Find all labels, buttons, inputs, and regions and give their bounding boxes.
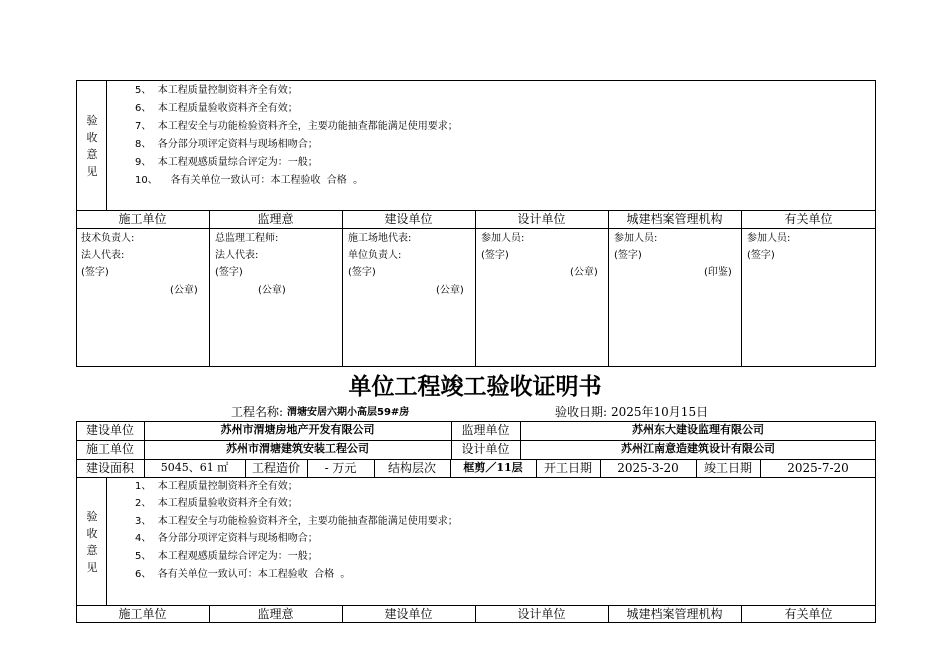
top-item-2: 7、 本工程安全与功能检验资料齐全，主要功能抽查都能满足使用要求； [135, 121, 458, 132]
sign-col3-line0: 参加人员: [481, 233, 525, 244]
project-label: 工程名称: [231, 405, 284, 419]
top-sign-header-line [76, 228, 876, 229]
bottom-side-label-0: 验 [86, 510, 98, 523]
sign-col0-line0: 技术负责人: [81, 233, 135, 244]
bottom-side-label-2: 意 [86, 544, 98, 557]
end-value: 2025-7-20 [787, 461, 849, 475]
struct-value: 框剪／11层 [463, 461, 523, 474]
sign-col4-line1: (签字) [614, 250, 642, 261]
bottom-header-owner: 建设单位 [384, 607, 433, 621]
top-header-related: 有关单位 [784, 212, 833, 226]
top-side-label-0: 验 [86, 114, 98, 127]
bottom-item-5: 6、 各有关单位一致认可：本工程验收 合格 。 [135, 569, 351, 580]
sign-col1-line1: 法人代表: [215, 250, 259, 261]
row1-label2: 监理单位 [461, 423, 510, 437]
bottom-header-related: 有关单位 [784, 607, 833, 621]
top-item-0: 5、 本工程质量控制资料齐全有效； [135, 85, 298, 96]
bottom-item-2: 3、 本工程安全与功能检验资料齐全，主要功能抽查都能满足使用要求； [135, 516, 458, 527]
struct-label: 结构层次 [387, 461, 436, 475]
bottom-side-label-1: 收 [86, 527, 98, 540]
top-item-3: 8、 各分部分项评定资料与现场相吻合； [135, 139, 318, 150]
sign-col2-seal: (公章) [436, 285, 464, 296]
top-side-label-2: 意 [86, 148, 98, 161]
top-item-5: 10、 各有关单位一致认可：本工程验收 合格 。 [135, 175, 364, 186]
bottom-header-construction: 施工单位 [118, 607, 167, 621]
bottom-side-label-3: 见 [86, 561, 98, 574]
top-header-owner: 建设单位 [384, 212, 433, 226]
bottom-opinion-divider [106, 477, 107, 606]
top-item-1: 6、 本工程质量验收资料齐全有效； [135, 103, 298, 114]
row2-value2: 苏州江南意造建筑设计有限公司 [621, 442, 775, 455]
area-label: 建设面积 [85, 461, 134, 475]
cost-value: - 万元 [324, 461, 357, 475]
sign-col1-seal: (公章) [258, 285, 286, 296]
sign-col5-line0: 参加人员: [747, 233, 791, 244]
date-value: 2025年10月15日 [611, 405, 709, 419]
row1-label1: 建设单位 [85, 423, 134, 437]
area-value: 5045、61 ㎡ [160, 461, 229, 474]
sign-col4-seal: (印鉴) [704, 267, 732, 278]
bottom-header-archive: 城建档案管理机构 [626, 607, 723, 621]
end-label: 竣工日期 [703, 461, 752, 475]
sign-col2-line0: 施工场地代表: [348, 233, 412, 244]
top-header-archive: 城建档案管理机构 [626, 212, 723, 226]
bottom-header-design: 设计单位 [517, 607, 566, 621]
top-sign-col-divider-1 [209, 210, 210, 367]
bottom-item-3: 4、 各分部分项评定资料与现场相吻合； [135, 533, 318, 544]
sign-col0-line1: 法人代表: [81, 250, 125, 261]
sign-col5-line1: (签字) [747, 250, 775, 261]
sign-col2-line2: (签字) [348, 267, 376, 278]
sign-col1-line2: (签字) [215, 267, 243, 278]
sign-col4-line0: 参加人员: [614, 233, 658, 244]
top-side-label-3: 见 [86, 165, 98, 178]
bottom-header-supervision: 监理意 [257, 607, 294, 621]
project-name: 渭塘安居六期小高层59#房 [287, 407, 410, 418]
top-sign-col-divider-2 [342, 210, 343, 367]
sign-col3-seal: (公章) [570, 267, 598, 278]
top-header-design: 设计单位 [517, 212, 566, 226]
page-title: 单位工程竣工验收证明书 [348, 373, 602, 400]
bottom-item-0: 1、 本工程质量控制资料齐全有效； [135, 481, 298, 492]
bottom-item-4: 5、 本工程观感质量综合评定为：一般； [135, 551, 318, 562]
start-value: 2025-3-20 [617, 461, 679, 475]
row2-label2: 设计单位 [461, 442, 510, 456]
top-opinion-divider [106, 80, 107, 211]
top-sign-col-divider-4 [608, 210, 609, 367]
row1-value1: 苏州市渭塘房地产开发有限公司 [220, 423, 375, 436]
bottom-item-1: 2、 本工程质量验收资料齐全有效； [135, 498, 298, 509]
date-label: 验收日期: [555, 405, 608, 419]
row1-value2: 苏州东大建设监理有限公司 [632, 423, 764, 436]
sign-col1-line0: 总监理工程师: [215, 233, 279, 244]
top-header-construction: 施工单位 [118, 212, 167, 226]
sign-col0-line2: (签字) [81, 267, 109, 278]
top-item-4: 9、 本工程观感质量综合评定为：一般； [135, 157, 318, 168]
start-label: 开工日期 [543, 461, 592, 475]
row2-label1: 施工单位 [85, 442, 134, 456]
top-side-label-1: 收 [86, 131, 98, 144]
sign-col2-line1: 单位负责人: [348, 250, 402, 261]
top-sign-col-divider-3 [475, 210, 476, 367]
row2-value1: 苏州市渭塘建筑安装工程公司 [226, 442, 369, 455]
top-sign-col-divider-5 [741, 210, 742, 367]
sign-col0-seal: (公章) [170, 285, 198, 296]
cost-label: 工程造价 [251, 461, 300, 475]
top-header-supervision: 监理意 [257, 212, 294, 226]
sign-col3-line1: (签字) [481, 250, 509, 261]
